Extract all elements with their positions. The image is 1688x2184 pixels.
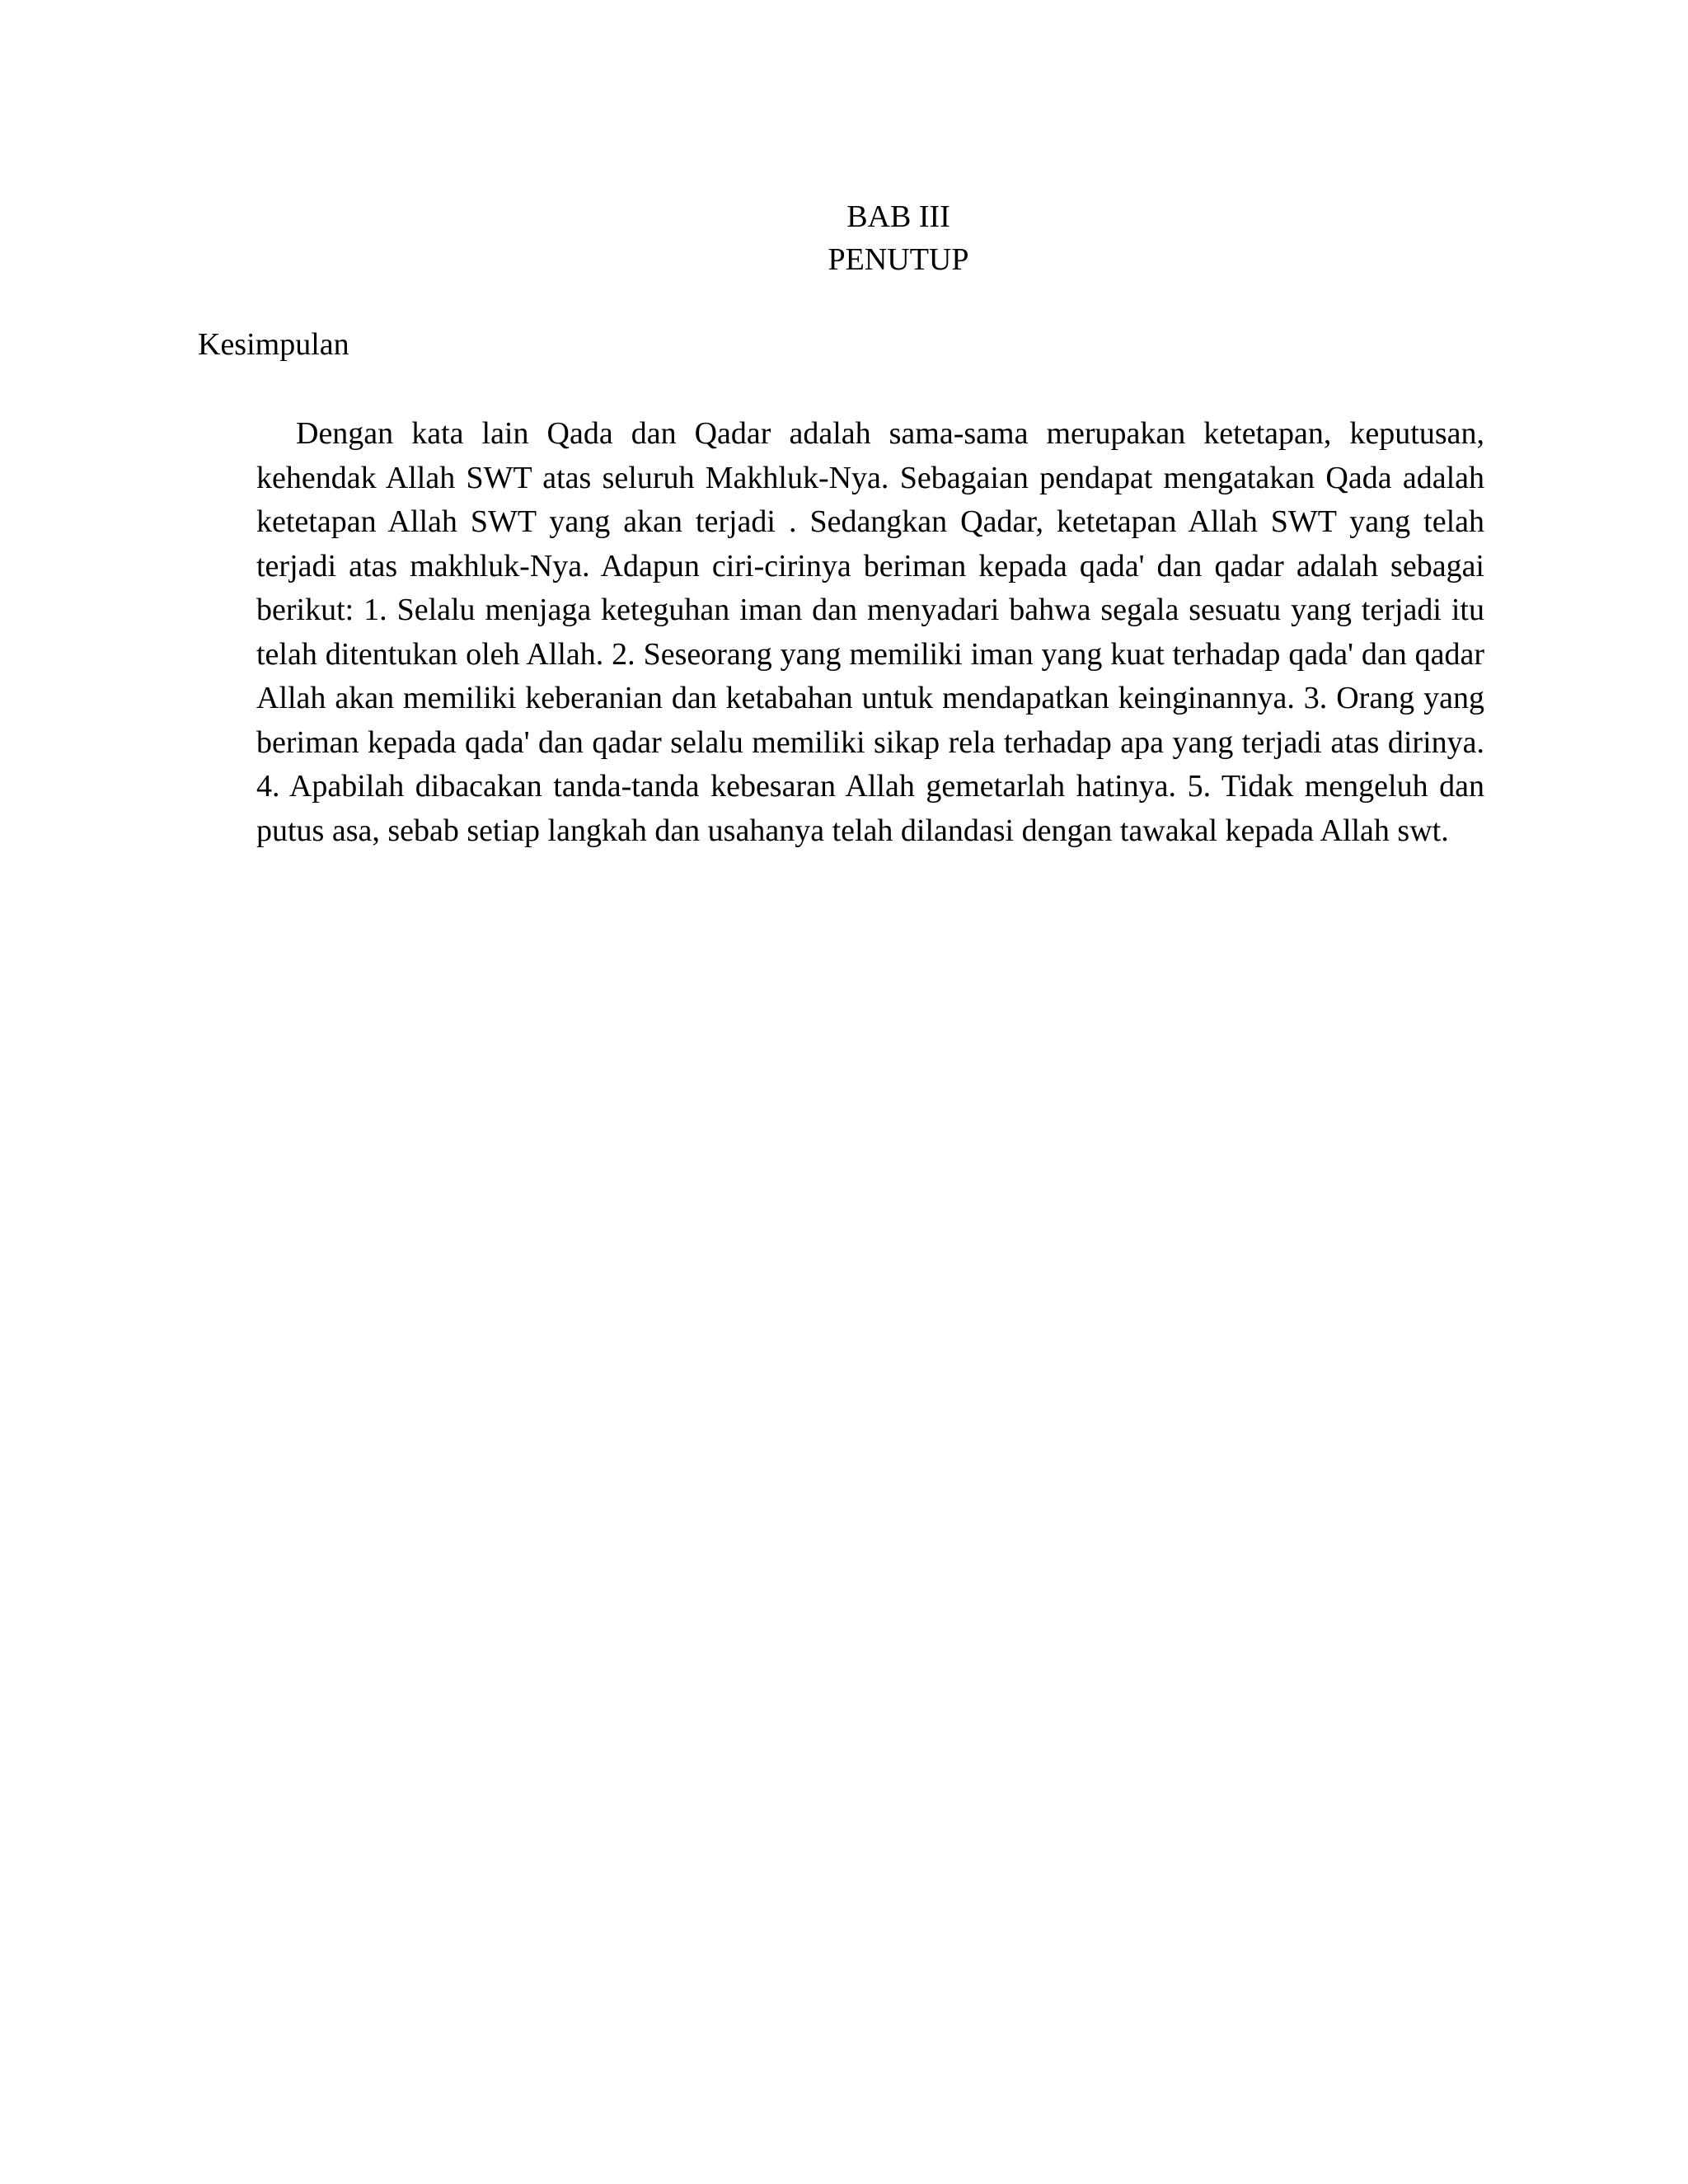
- chapter-number: BAB III: [846, 199, 950, 234]
- section-heading: Kesimpulan: [198, 327, 349, 362]
- chapter-title: PENUTUP: [828, 242, 969, 277]
- conclusion-paragraph: Dengan kata lain Qada dan Qadar adalah sama-sama merupakan ketetapan, keputusan, kehendak Allah SWT atas seluruh Makhluk-Nya. Sebagaian pendapat mengatakan Qada adalah ketetapan Allah SWT yang akan terjadi . Sedangkan Qadar, ketetapan Allah SWT yang telah terjadi atas makhluk-Nya. Adapun ciri-cirinya beriman kepada qada' dan qadar adalah sebagai berikut: 1. Selalu menjaga keteguhan iman dan menyadari bahwa segala sesuatu yang terjadi itu telah ditentukan oleh Allah. 2. Seseorang yang memiliki iman yang kuat terhadap qada' dan qadar Allah akan memiliki keberanian dan ketabahan untuk mendapatkan keinginannya. 3. Orang yang beriman kepada qada' dan qadar selalu memiliki sikap rela terhadap apa yang terjadi atas dirinya. 4. Apabilah dibacakan tanda-tanda kebesaran Allah gemetarlah hatinya. 5. Tidak mengeluh dan putus asa, sebab setiap langkah dan usahanya telah dilandasi dengan tawakal kepada Allah swt.: [256, 416, 1484, 848]
